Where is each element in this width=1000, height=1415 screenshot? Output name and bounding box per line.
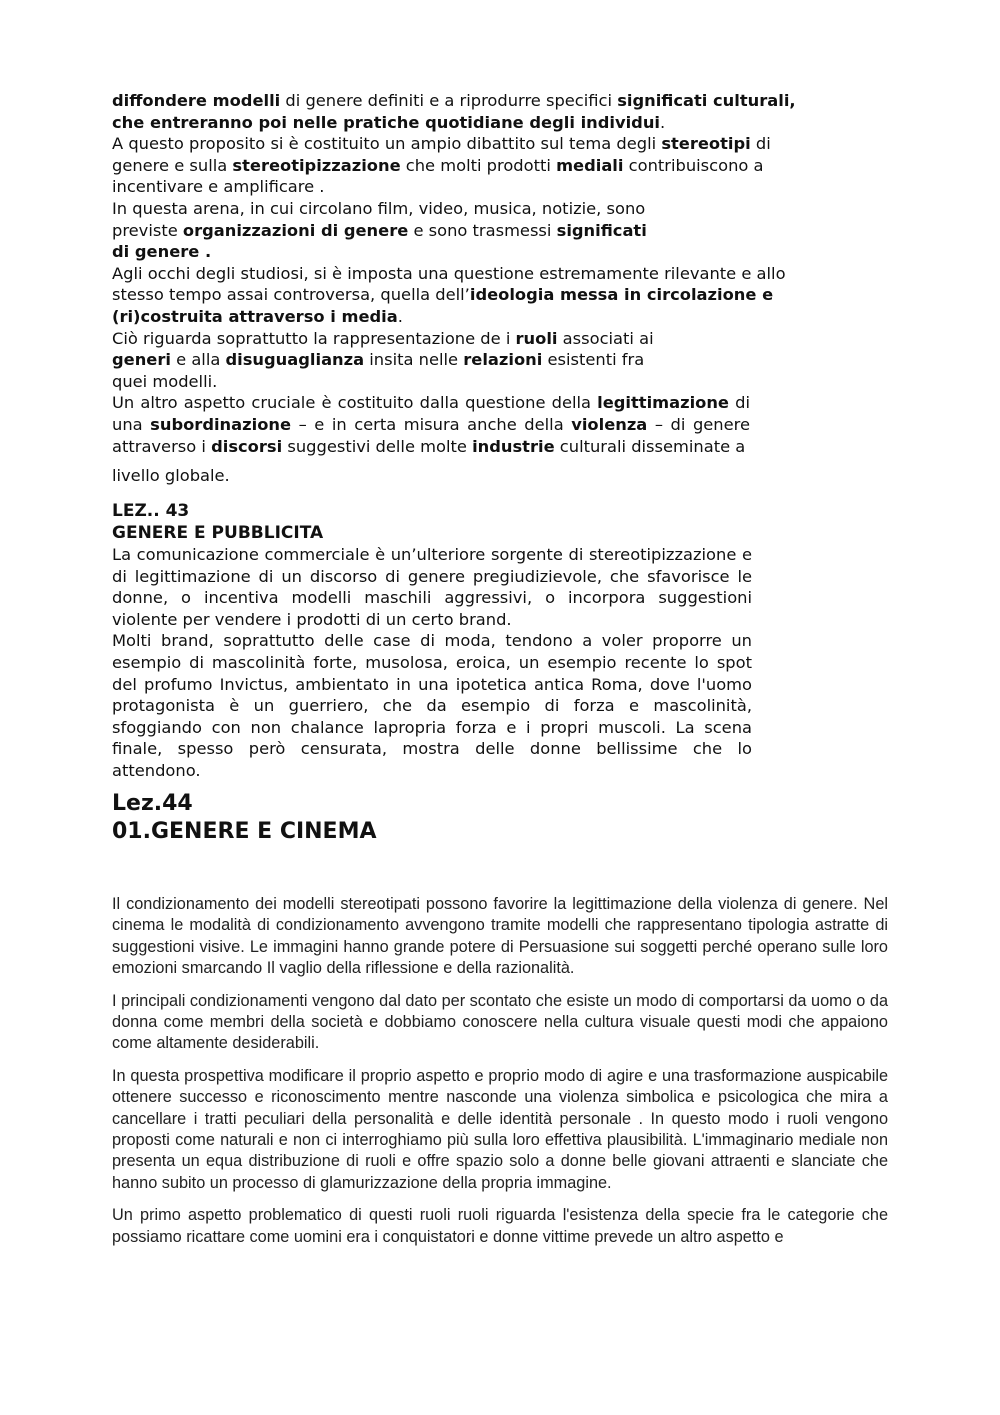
text-run: esistenti fra quei modelli. — [112, 350, 645, 391]
bold-text: mediali — [556, 155, 624, 175]
text-run: . — [397, 306, 403, 326]
text-run: insita nelle — [364, 350, 464, 370]
bold-text: legittimazione — [597, 393, 729, 413]
bold-text: ruoli — [515, 328, 558, 348]
bold-text: subordinazione — [150, 414, 292, 434]
section-body — [112, 894, 888, 1248]
lesson-number: Lez.44 — [112, 791, 193, 816]
text-run: – di genere attraverso i — [112, 414, 750, 456]
bold-text: industrie — [472, 436, 555, 456]
text-run: contribuiscono a incentivare e amplificare . — [112, 155, 764, 197]
text-run: culturali disseminate a — [554, 436, 746, 456]
paragraph: La comunicazione commerciale è un’ulteriore sorgente di stereotipizzazione e di legittimazione di un discorso di genere pregiudizievole, che sfavorisce le donne, o incentiva modelli maschili aggressivi, o incorpora suggestioni violente per vendere i prodotti di un certo brand. — [112, 545, 752, 629]
paragraph — [112, 90, 832, 133]
text-run: che molti prodotti — [400, 155, 557, 175]
paragraph: Molti brand, soprattutto delle case di moda, tendono a voler proporre un esempio di mascolinità forte, musolosa, eroica, un esempio recente lo spot del profumo Invictus, ambientato in una ipotetica antica Roma, dove l'uomo protagonista è un guerriero, che da esempio di forza e mascolinità, sfoggiando con non chalance lapropria forza e i propri muscoli. La scena finale, spesso però censurata, mostra delle donne bellissime che lo attendono. — [112, 631, 752, 780]
bold-text: relazioni — [463, 350, 543, 370]
paragraph: In questa prospettiva modificare il proprio aspetto e proprio modo di agire e una trasformazione auspicabile ottenere successo e riconoscimento mentre nasconde una violenza simbolica e psicologica che mira a cancellare i tratti peculiari della personalità e delle identità personale . In questo modo i ruoli vengono proposti come naturali e non ci interroghiamo più sulla loro effettiva plausibilità. L'immaginario mediale non presenta un equa distribuzione di ruoli e offre spazio solo a donne belle giovani attraenti e slanciate che hanno subito un processo di glamurizzazione della propria immagine. — [112, 1066, 888, 1192]
text-run: livello globale. — [112, 466, 230, 486]
bold-text: organizzazioni di genere — [182, 220, 409, 240]
paragraph — [112, 465, 832, 487]
paragraph: Il condizionamento dei modelli stereotipati possono favorire la legittimazione della violenza di genere. Nel cinema le modalità di condizionamento avvengono tramite modelli che rappresentano tipologia astratte di suggestioni visive. Le immagini hanno grande potere di Persuasione sui soggetti perché operano sulle loro emozioni smarcando Il vaglio della riflessione e della razionalità. — [112, 895, 888, 978]
paragraph: I principali condizionamenti vengono dal dato per scontato che esiste un modo di comportarsi da uomo o da donna come membri della società e dobbiamo conoscere nella cultura visuale questi modi che appaiono come altamente desiderabili. — [112, 991, 888, 1053]
paragraph: Un primo aspetto problematico di questi ruoli ruoli riguarda l'esistenza della specie fra le categorie che possiamo ricattare come uomini era i conquistatori e donne vittime prevede un altro aspetto e — [112, 1206, 888, 1246]
bold-text: violenza — [571, 414, 648, 434]
section-genere-cinema — [112, 790, 888, 1259]
section-title: GENERE E PUBBLICITA — [112, 523, 324, 543]
bold-text: stereotipi — [661, 134, 751, 154]
text-run: di una — [112, 393, 750, 434]
bold-text: ideologia messa in circolazione e (ri)costruita attraverso i media — [112, 285, 774, 326]
text-run: A questo proposito si è costituito un ampio dibattito sul tema degli — [112, 134, 662, 154]
text-run: di genere definiti e a riprodurre specifici — [280, 91, 618, 110]
text-run: In questa arena, in cui circolano film, video, musica, notizie, sono previste — [112, 198, 646, 240]
text-run: Agli occhi degli studiosi, si è imposta una questione estremamente rilevante e allo stesso tempo assai controversa, quella dell’ — [112, 263, 786, 305]
text-run: di genere e sulla — [112, 134, 771, 175]
bold-text: stereotipizzazione — [232, 155, 401, 175]
text-run: Un altro aspetto cruciale è costituito dalla questione della — [112, 393, 598, 413]
bold-text: generi — [112, 350, 171, 370]
bold-text: significati culturali, che entreranno poi nelle pratiche quotidiane degli individui — [112, 91, 796, 132]
section-media-stereotypes — [112, 90, 832, 487]
text-run: . — [660, 112, 666, 132]
paragraph — [112, 328, 657, 393]
text-run: – e in certa misura anche della — [291, 414, 572, 434]
paragraph — [112, 133, 832, 198]
paragraph — [112, 263, 832, 328]
section-title: 01.GENERE E CINEMA — [112, 819, 377, 844]
lesson-number: LEZ.. 43 — [112, 501, 190, 521]
text-run: suggestivi delle molte — [282, 436, 473, 456]
text-run: e sono trasmessi — [408, 220, 557, 240]
paragraph — [112, 198, 657, 263]
bold-text: significati di genere . — [112, 220, 647, 262]
paragraph — [112, 392, 750, 457]
text-run: e alla — [170, 350, 226, 370]
text-run: associati ai — [557, 328, 654, 348]
text-run: Ciò riguarda soprattutto la rappresentazione de i — [112, 328, 516, 348]
bold-text: discorsi — [211, 436, 283, 456]
section-genere-pubblicita — [112, 500, 752, 782]
bold-text: disuguaglianza — [225, 350, 365, 370]
bold-text: diffondere modelli — [112, 91, 281, 110]
